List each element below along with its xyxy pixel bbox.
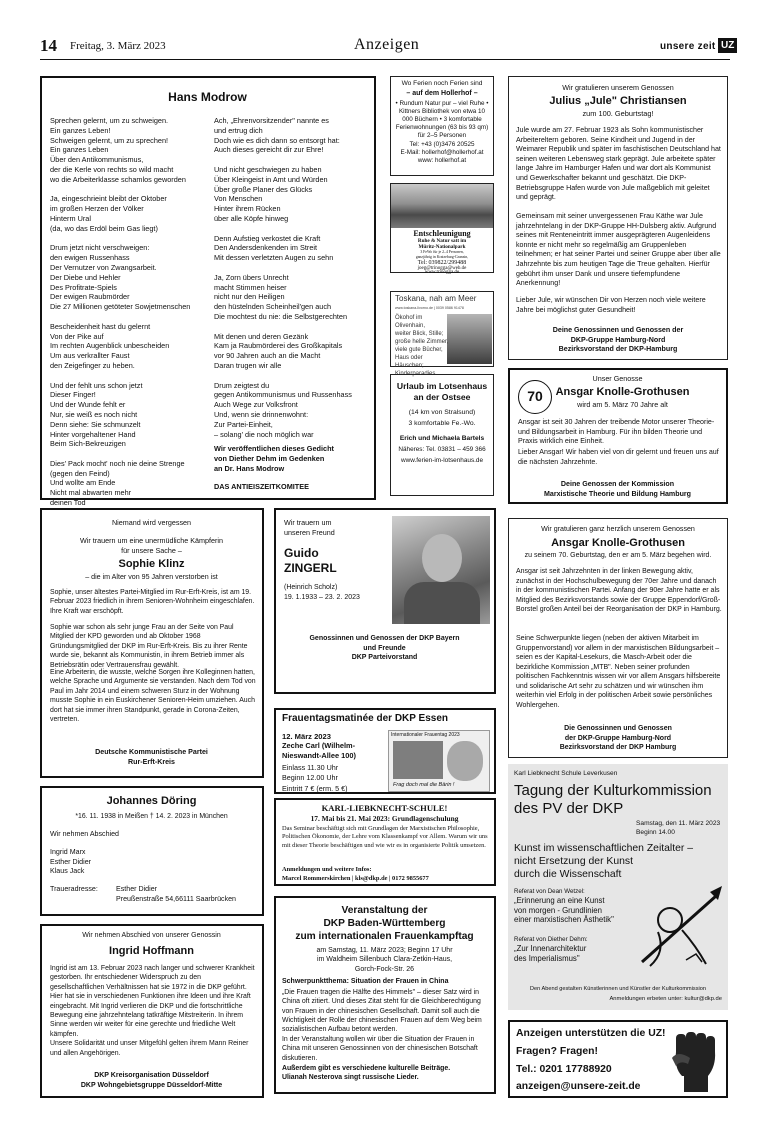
uz-phone: Tel.: 0201 17788920 [516, 1064, 612, 1075]
christiansen-name: Julius „Jule" Christiansen [549, 95, 687, 107]
portrait-head [422, 534, 462, 582]
doering-address-label: Traueradresse: [50, 885, 98, 893]
kls1-date: 17. Mai bis 21. Mai 2023: Grundlagenschulung [310, 814, 459, 823]
uz-line2: Fragen? Fragen! [516, 1046, 598, 1057]
doering-dates: *16. 11. 1938 in Meißen † 14. 2. 2023 in München [75, 813, 228, 820]
portrait-body [404, 582, 480, 624]
hollerhof-title: – auf dem Hollerhof – [406, 89, 478, 97]
raised-fist-icon [668, 1028, 722, 1092]
modrow-title: Hans Modrow [168, 90, 247, 104]
kls2-date: Samstag, den 11. März 2023 Beginn 14.00 [636, 820, 721, 836]
knolle1-intro: Unser Genosse [592, 374, 643, 383]
matinee-ad [274, 708, 496, 794]
uz-line1: Anzeigen unterstützen die UZ! [516, 1028, 666, 1039]
kls2-foot2: Anmeldungen erbeten unter: kultur@dkp.de [609, 996, 722, 1002]
modrow-poem-col2: Ach, „Ehrenvorsitzender" nannte es und ertrug dich Doch wie es dich dann so entsorgt hat: Auch dieses gereicht dir zur Ehre! Und nicht geschwiegen zu haben Über Kleingeist in Amt und Würden Über große Planer des Glücks Von Menschen Hinter ihrem Rücken über alle Köpfe hinweg Denn Aufstieg verkostet die Kraft Den Andersdenkenden im Streit Mit dessen verletzten Augen zu sehn Ja, Zorn übers Unrecht macht Stimmen heiser nicht nur den Heiligen den hüstelnden Scheinheil'gen auch Die mochtest du nie: die Selbstgerechten Mit denen und deren Gezänk Kam ja Raubmörderei des Großkapitals vor 90 Jahren auch an die Macht Daran trugen wir alle Drum zeigtest du gegen Antikommunismus und Russenhass Auch Wege zur Volksfront Und, wenn sie drinnenwohnt: Zur Partei-Einheit, – solang' die noch möglich war [214, 116, 352, 439]
uz-email-link[interactable]: anzeigen@unsere-zeit.de [516, 1081, 641, 1092]
hollerhof-contact: Tel: +43 (0)3476 20525 E-Mail: hollerhof@hollerhof.at www: hollerhof.at [400, 140, 484, 164]
hoffmann-obituary [40, 924, 264, 1098]
toskana-web: www.toskana-livorno.de | 0039 0586 91478 [395, 306, 464, 310]
zingerl-intro: Wir trauern um unseren Freund [284, 518, 335, 537]
landscape-photo [391, 184, 493, 228]
kls1-anmeldung: Anmeldungen und weitere Infos: [282, 866, 372, 873]
doering-obituary [40, 786, 264, 916]
seventy-badge: 70 [518, 380, 552, 414]
bw-details: am Samstag, 11. März 2023; Beginn 17 Uhr im Waldheim Sillenbuch Clara-Zetkin-Haus, Gorch-Fock-Str. 26 [316, 947, 453, 973]
knolle1-sub: wird am 5. März 70 Jahre alt [577, 400, 668, 409]
header-date: Freitag, 3. März 2023 [70, 40, 166, 52]
knolle2-p1: Ansgar ist seit Jahrzehnten in der linken Bewegung aktiv, zunächst in der Hochschulbewegung der 70er Jahre und danach in der kommunistischen Partei. Anfang der 90er Jahre hatte er als Mitglied des Bezirksvorstands sowie der Gruppe Eppendorf/Groß-Borstel großen Anteil bei der Reorganisation der DKP in Hamburg. [516, 568, 722, 613]
bw-p2: In der Veranstaltung wollen wir über die Situation der Frauen in China mit unseren Genossinnen von der chinesischen Botschaft diskutieren. [282, 1036, 478, 1062]
matinee-place: Zeche Carl (Wilhelm-Nieswandt-Allee 100) [282, 741, 356, 760]
kls2-title: Tagung der Kulturkommission des PV der DKP [514, 782, 712, 817]
kls2-ref1: „Erinnerung an eine Kunst von morgen - Grundlinien einer marxistischen Ästhetik" [514, 896, 614, 925]
knolle2-signature: Die Genossinnen und Genossen der DKP-Gruppe Hamburg-Nord Bezirksvorstand der DKP Hamburg [559, 725, 677, 751]
page-header [40, 36, 735, 60]
hoffmann-name: Ingrid Hoffmann [109, 945, 194, 957]
doering-intro: Wir nehmen Abschied [50, 830, 120, 838]
zingerl-portrait [392, 516, 490, 624]
hoffmann-signature: DKP Kreisorganisation Düsseldorf DKP Wohngebietsgruppe Düsseldorf-Mitte [80, 1072, 223, 1089]
matinee-title: Frauentagsmatinée der DKP Essen [282, 713, 448, 724]
knolle1-name: Ansgar Knolle-Grothusen [555, 386, 690, 398]
knolle2-p2: Seine Schwerpunkte liegen (neben der aktiven Mitarbeit im Gruppenvorstand) vor allem in der marxistischen Bildungsarbeit – seien es der Kapital-Lesekurs, die Masch-Arbeit oder die bezirkliche Kommission „MTB". Neben seiner profunden politischen Fachkenntnis wissen wir vor allem Ansgars hilfsbereite und solidarische Art sehr zu schätzen und wir wünschen ihm weiterhin viel Erfolg in der politischen Arbeit sowie persönliches Wohlergehen. [516, 635, 721, 709]
christiansen-p3: Lieber Jule, wir wünschen Dir von Herzen noch viele weitere Jahre bei möglichst guter Gesundheit! [516, 296, 706, 314]
knolle-congrats-ad [508, 518, 728, 758]
entschleunigung-small: 3 FeWo für je 2–4 Personen, ganzjährig in Kratzeburg-Granzin, [415, 250, 469, 259]
matinee-date: 12. März 2023 [282, 732, 331, 741]
kls-grundlagen-ad [274, 798, 496, 886]
klinz-p1: Sophie, unser ältestes Partei-Mitglied im Rur-Erft-Kreis, ist am 19. Februar 2023 friedlich in ihrem Senioren-Wohnheim eingeschlafen. Ihre Kraft war erschöpft. [50, 589, 255, 615]
bw-frauenkampftag-ad [274, 896, 496, 1094]
doering-names: Ingrid Marx Esther Didier Klaus Jack [50, 848, 92, 876]
lotsenhaus-l5: www.ferien-im-lotsenhaus.de [400, 457, 484, 464]
matinee-einlass: Einlass 11.30 Uhr Beginn 12.00 Uhr [282, 763, 339, 782]
knolle-70-ad [508, 368, 728, 504]
knolle1-p1: Ansgar ist seit 30 Jahren der treibende Motor unserer Theorie- und Bildungsarbeit in Hamburg. Für ihn bilden Theorie und Praxis wirklich eine Einheit. [518, 418, 715, 446]
modrow-signature: Wir veröffentlichen dieses Gedicht von Diether Dehm im Gedenken an Dr. Hans Modrow [214, 444, 334, 473]
zingerl-real-name: (Heinrich Scholz) [284, 584, 338, 591]
bear-figure [447, 741, 483, 781]
knolle1-p2: Lieber Ansgar! Wir haben viel von dir gelernt und freuen uns auf die nächsten Jahrzehnte. [518, 448, 719, 466]
modrow-poem-col1: Sprechen gelernt, um zu schweigen. Ein ganzes Leben! Schweigen gelernt, um zu sprechen! Ein ganzes Leben Über den Antikommunismus, der die Kerle von rechts so wild macht wo die Arbeiterklasse schamlos geworden Ja, eingeschrieint bleibt der Oktober im großen Herzen der Völker Hinterm Ural (da, wo das Erdöl beim Gas liegt) Drum jetzt nicht verschweigen: den ewigen Russenhass Der Vernutzer von Zwangsarbeit. Der Diebe und Hehler Des Profitrate-Spiels Der ewigen Raubmörder Die 27 Millionen getöteter Sowjetmenschen Bescheidenheit hast du gelernt Von der Pike auf Im rechten Augenblick unbescheiden Um aus verkrallter Faust den Zeigefinger zu heben. Und der fehlt uns schon jetzt Dieser Finger! Und der Wunde fehlt er Nur, sie weiß es noch nicht Denn siehe: Sie schmunzelt Hinter vorgehaltener Hand Beim Sich-Bekreuzigen Dies' Pack mocht' noch nie deine Strenge (gegen den Feind) Und wollte am Ende Nicht mal abwarten mehr deinen Tod [50, 116, 191, 508]
klinz-signature: Deutsche Kommunistische Partei Rur-Erft-Kreis [95, 748, 208, 766]
christiansen-sub: zum 100. Geburtstag! [582, 109, 654, 118]
klinz-intro: Niemand wird vergessen [111, 518, 192, 527]
bw-p1: „Die Frauen tragen die Hälfte des Himmels" – dieser Satz wird in China oft zitiert. Und dieses Zitat steht für die Gleichberechtigung von Frauen in der chinesischen Gesellschaft. Damit soll auch die Wichtigkeit der Rolle der chinesischen Frauen auf dem Weg beim sozialistischen Aufbau betont werden. [282, 989, 482, 1034]
klinz-obituary [40, 508, 264, 778]
klinz-sub: – die im Alter von 95 Jahren verstorben ist [85, 573, 218, 581]
kiosk-graphic [393, 741, 443, 779]
kls1-title: KARL-LIEBKNECHT-SCHULE! [321, 803, 448, 813]
lotsenhaus-title: Urlaub im Lotsenhaus an der Ostsee [396, 381, 488, 402]
entschleunigung-ad [390, 183, 494, 273]
doering-address: Esther Didier Preußenstraße 54,66111 Saarbrücken [116, 885, 237, 903]
entschleunigung-title: Entschleunigung [413, 229, 471, 238]
christiansen-p1: Jule wurde am 27. Februar 1923 als Sohn kommunistischer Arbeitereltern geboren. Seine Kindheit und Jugend in der Weimarer Republik und später im faschistischen Deutschland hat seinen weiteren Lebensweg stark geprägt. Jule arbeitete später lange Jahre im Hamburger Hafen und war dort als Kommunist und Gewerkschafter bekannt und geschätzt. Die DKP-Betriebsgruppe Hafen wurde von Jule maßgeblich mit geleitet und geprägt. [516, 126, 721, 202]
lotsenhaus-l3: Erich und Michaela Bartels [399, 435, 485, 442]
kls1-contact: Marcel Rommerskirchen | kls@dkp.de | 0172 9855677 [282, 875, 429, 882]
section-title: Anzeigen [354, 36, 420, 53]
uz-logo: UZ [718, 38, 737, 53]
kls2-ref2-label: Referat von Diether Dehm: [514, 936, 588, 943]
artist-drawing [636, 882, 724, 972]
page-number: 14 [40, 36, 57, 55]
knolle2-sub: zu seinem 70. Geburtstag, den er am 5. März begehen wird. [524, 552, 712, 559]
bw-theme: Schwerpunktthema: Situation der Frauen in China [282, 978, 449, 985]
olive-grove-photo [447, 314, 492, 364]
zingerl-dates: 19. 1.1933 – 23. 2. 2023 [284, 594, 360, 601]
bw-p3: Außerdem gibt es verschiedene kulturelle Beiträge. Ulianah Nesterova singt russische Lieder. [282, 1065, 451, 1082]
christiansen-p2: Gemeinsam mit seiner unvergessenen Frau Käthe war Jule jahrzehntelang in der DKP-Gruppe HH-Dulsberg aktiv. Aufgrund seines mit Renteneintritt immer ausgeprägteren Augenleidens konnte er nicht mehr so regelmäßig am Gruppenleben teilnehmen; er hat seiner Partei und seiner Gruppe aber über alle Jahrzehnte bis zum heutigen Tage die Treue gehalten. Hierfür gebührt ihm unser Dank und unsere tiefempfundene Anerkennung! [516, 212, 721, 288]
hollerhof-body: • Rundum Natur pur – viel Ruhe • Kittners Bibliothek von etwa 10 000 Büchern • 3 komfortable Ferienwohnungen (63 bis 93 qm) für 2–5 Personen [395, 99, 489, 139]
klinz-l2: Wir trauern um eine unermüdliche Kämpferin für unsere Sache – [79, 536, 223, 555]
entschleunigung-mail: joeg@trinogga@web.de [417, 266, 467, 271]
frauentag-poster [388, 730, 490, 792]
poster-headline: Internationaler Frauentag 2023 [391, 732, 460, 738]
brand-name: unsere zeit [660, 41, 716, 52]
doering-name: Johannes Döring [106, 795, 197, 807]
hoffmann-intro: Wir nehmen Abschied von unserer Genossin [82, 932, 221, 939]
uz-anzeigen-box [508, 1020, 728, 1098]
entschleunigung-sub: Ruhe & Natur satt im Müritz-Nationalpark [417, 238, 467, 251]
knolle2-intro: Wir gratulieren ganz herzlich unserem Genossen [541, 525, 695, 533]
klinz-p3: Eine Arbeiterin, die wusste, welche Sorgen ihre Kolleginnen hatten, welche Sprache und Argumente sie verstanden. Nach dem Tod von Paul im Jahr 2014 und einem schweren Sturz in der Wohnung musste Sophie in ein Euskirchener Senioren-Heim umziehen. Auch dort hat sie immer ihren Standpunkt, gerade in Corona-Zeiten, vertreten. [50, 669, 256, 724]
lotsenhaus-ad [390, 374, 494, 496]
lotsenhaus-l1: (14 km von Stralsund) [408, 409, 476, 416]
lotsenhaus-l2: 3 komfortable Fe.-Wo. [408, 420, 476, 427]
poster-caption: Frag doch mal die Bärin ! [393, 782, 455, 788]
hoffmann-p1: Ingrid ist am 13. Februar 2023 nach langer und schwerer Krankheit gestorben. Ihr entschiedener Widerspruch zu den gesellschaftlichen Verhältnissen hat sie 1972 in die DKP geführt. Hier hat sie in verschiedenen Funktionen ihre Ideen und ihre Kraft eingebracht. Mit Ingrid verlieren die DKP und die fortschrittliche Bewegung eine jahrzehntelang tatkräftige Mitstreiterin. In ihrem Sinne werden wir weiter für eine gerechte und friedliche Welt kämpfen. Unsere Solidarität und unser Mitgefühl gelten ihrem Mann Reiner und allen Angehörigen. [50, 965, 255, 1057]
klinz-p2: Sophie war schon als sehr junge Frau an der Seite von Paul Mitglied der KPD geworden und ab Oktober 1968 Gründungsmitglied der DKP im Rur-Erft-Kreis. Bis zu ihrer Rente wurde sie, bekannt als Kommunistin, in ihrem Betrieb immer als Betriebsrätin oder Vertrauensfrau gewählt. [50, 624, 248, 669]
toskana-body: Ökohof im Olivenhain, weiter Blick, Stille; große helle Zimmer, viele gute Bücher, Haus oder Häuschen; Kinderparadies. [395, 315, 449, 377]
bw-title: Veranstaltung der DKP Baden-Württemberg zum internationalen Frauenkampftag [295, 905, 474, 942]
kls2-ref1-label: Referat von Dean Wetzel: [514, 888, 585, 895]
christiansen-ad [508, 76, 728, 360]
knolle2-name: Ansgar Knolle-Grothusen [551, 537, 685, 549]
entschleunigung-web: www.trinogga.de [424, 270, 460, 275]
hollerhof-intro: Wo Ferien noch Ferien sind [401, 80, 483, 87]
klinz-name: Sophie Klinz [118, 558, 185, 570]
knolle1-signature: Deine Genossen der Kommission Marxistische Theorie und Bildung Hamburg [543, 480, 691, 498]
kls1-body: Das Seminar beschäftigt sich mit Grundlagen der Marxistischen Philosophie, Politischen Ökonomie, der Lehre vom Klassenkampf vor Allem. Warum wir uns mit dieser Theorie beschäftigen und wie wir es in organisierte Politik umsetzen. [282, 825, 488, 849]
christiansen-intro: Wir gratulieren unserem Genossen [562, 83, 674, 92]
zingerl-signature: Genossinnen und Genossen der DKP Bayern und Freunde DKP Parteivorstand [309, 635, 460, 662]
toskana-ad [390, 291, 494, 377]
zingerl-obituary [274, 508, 496, 694]
modrow-poem-ad [40, 76, 376, 508]
modrow-org: DAS ANTIEISZEITKOMITEE [214, 482, 309, 491]
zingerl-name: Guido ZINGERL [284, 546, 337, 575]
entschleunigung-tel: Tel: 039822/299488 [417, 260, 467, 266]
kls2-ref2: „Zur Innenarchitektur des Imperialismus" [514, 944, 587, 963]
kls2-foot1: Den Abend gestalten Künstlerinnen und Künstler der Kulturkommission [530, 986, 706, 992]
lotsenhaus-l4: Näheres: Tel. 03831 – 459 366 [398, 446, 486, 453]
christiansen-signature: Deine Genossinnen und Genossen der DKP-Gruppe Hamburg-Nord Bezirksvorstand der DKP-Hamburg [552, 326, 684, 354]
hollerhof-ad [390, 76, 494, 176]
kls2-org: Karl Liebknecht Schule Leverkusen [514, 770, 618, 777]
toskana-title: Toskana, nah am Meer [395, 294, 477, 303]
kls2-theme: Kunst im wissenschaftlichen Zeitalter – nicht Ersetzung der Kunst durch die Wissenschaft [514, 843, 694, 880]
matinee-eintritt: Eintritt 7 € (erm. 5 €) [282, 784, 348, 793]
kulturkommission-ad [508, 764, 728, 1010]
